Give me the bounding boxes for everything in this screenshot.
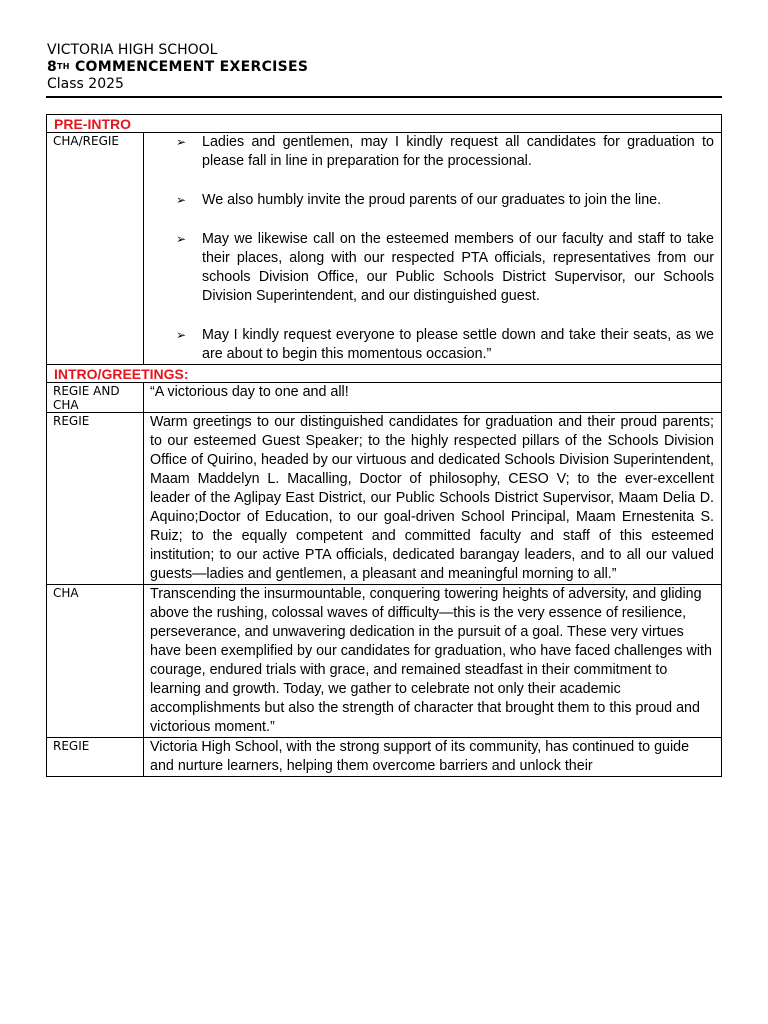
- class-year: Class 2025: [47, 76, 124, 92]
- list-item: [174, 326, 714, 364]
- event-name: COMMENCEMENT EXERCISES: [69, 59, 309, 75]
- section-heading-intro-greetings: INTRO/GREETINGS:: [47, 365, 722, 383]
- script-row: [47, 383, 722, 413]
- script-row: [47, 133, 722, 365]
- list-item-text: May we likewise call on the esteemed members of our faculty and staff to take their places, along with our respected PTA officials, representatives from our schools Division Office, our Public Schools District Supervisor, our Schools Division Superintendent, and our distinguished guest.: [202, 231, 714, 304]
- bullet-list: [150, 133, 714, 364]
- script-content: Transcending the insurmountable, conquering towering heights of adversity, and gliding above the rushing, colossal waves of difficulty—this is the very essence of resilience, perseverance, and unwavering dedication in the pursuit of a goal. These very virtues have been exemplified by our candidates for graduation, who have faced challenges with courage, endured trials with grace, and remained steadfast in their commitment to learning and growth. Today, we gather to celebrate not only their academic accomplishments but also the strength of character that brought them to this proud and victorious moment.”: [144, 585, 722, 738]
- script-row: [47, 738, 722, 777]
- program-script-table: [46, 114, 722, 777]
- header-divider: [46, 96, 722, 98]
- list-item-text: We also humbly invite the proud parents of our graduates to join the line.: [202, 192, 662, 208]
- speaker-label: REGIE AND CHA: [47, 383, 144, 413]
- script-content: [144, 133, 722, 365]
- script-content: Victoria High School, with the strong support of its community, has continued to guide and nurture learners, helping them overcome barriers and unlock their: [144, 738, 722, 777]
- document-header: [47, 42, 722, 93]
- speaker-label: CHA/REGIE: [47, 133, 144, 365]
- speaker-label: CHA: [47, 585, 144, 738]
- event-ordinal-suffix: TH: [57, 62, 70, 71]
- list-item: [174, 230, 714, 306]
- school-name: VICTORIA HIGH SCHOOL: [47, 42, 218, 58]
- list-item: [174, 191, 714, 210]
- event-ordinal: 8: [47, 59, 58, 75]
- arrowhead-bullet-icon: ➢: [176, 135, 187, 149]
- section-heading-pre-intro: PRE-INTRO: [47, 115, 722, 133]
- list-item-text: May I kindly request everyone to please settle down and take their seats, as we are about to begin this momentous occasion.”: [202, 327, 714, 362]
- arrowhead-bullet-icon: ➢: [176, 232, 187, 246]
- speaker-label: REGIE: [47, 738, 144, 777]
- script-content: Warm greetings to our distinguished candidates for graduation and their proud parents; to our esteemed Guest Speaker; to the highly respected pillars of the Schools Division Office of Quirino, headed by our virtuous and dedicated Schools Division Superintendent, Maam Maddelyn L. Macalling, Doctor of philosophy, CESO V; to the ever-excellent leader of the Aglipay East District, our Public Schools District Supervisor, Maam Delia D. Aquino;Doctor of Education, to our goal-driven School Principal, Maam Ernestenita S. Ruiz; to the equally competent and committed faculty and staff of this esteemed institution; to our active PTA officials, dedicated barangay leaders, and to all our valued guests—ladies and gentlemen, a pleasant and meaningful morning to all.”: [144, 413, 722, 585]
- script-content: “A victorious day to one and all!: [144, 383, 722, 413]
- section-heading-row: [47, 365, 722, 383]
- event-title: [47, 59, 722, 76]
- section-heading-row: [47, 115, 722, 133]
- script-row: [47, 413, 722, 585]
- arrowhead-bullet-icon: ➢: [176, 193, 187, 207]
- speaker-label: REGIE: [47, 413, 144, 585]
- script-row: [47, 585, 722, 738]
- arrowhead-bullet-icon: ➢: [176, 328, 187, 342]
- list-item-text: Ladies and gentlemen, may I kindly request all candidates for graduation to please fall in line in preparation for the processional.: [202, 134, 714, 169]
- list-item: [174, 133, 714, 171]
